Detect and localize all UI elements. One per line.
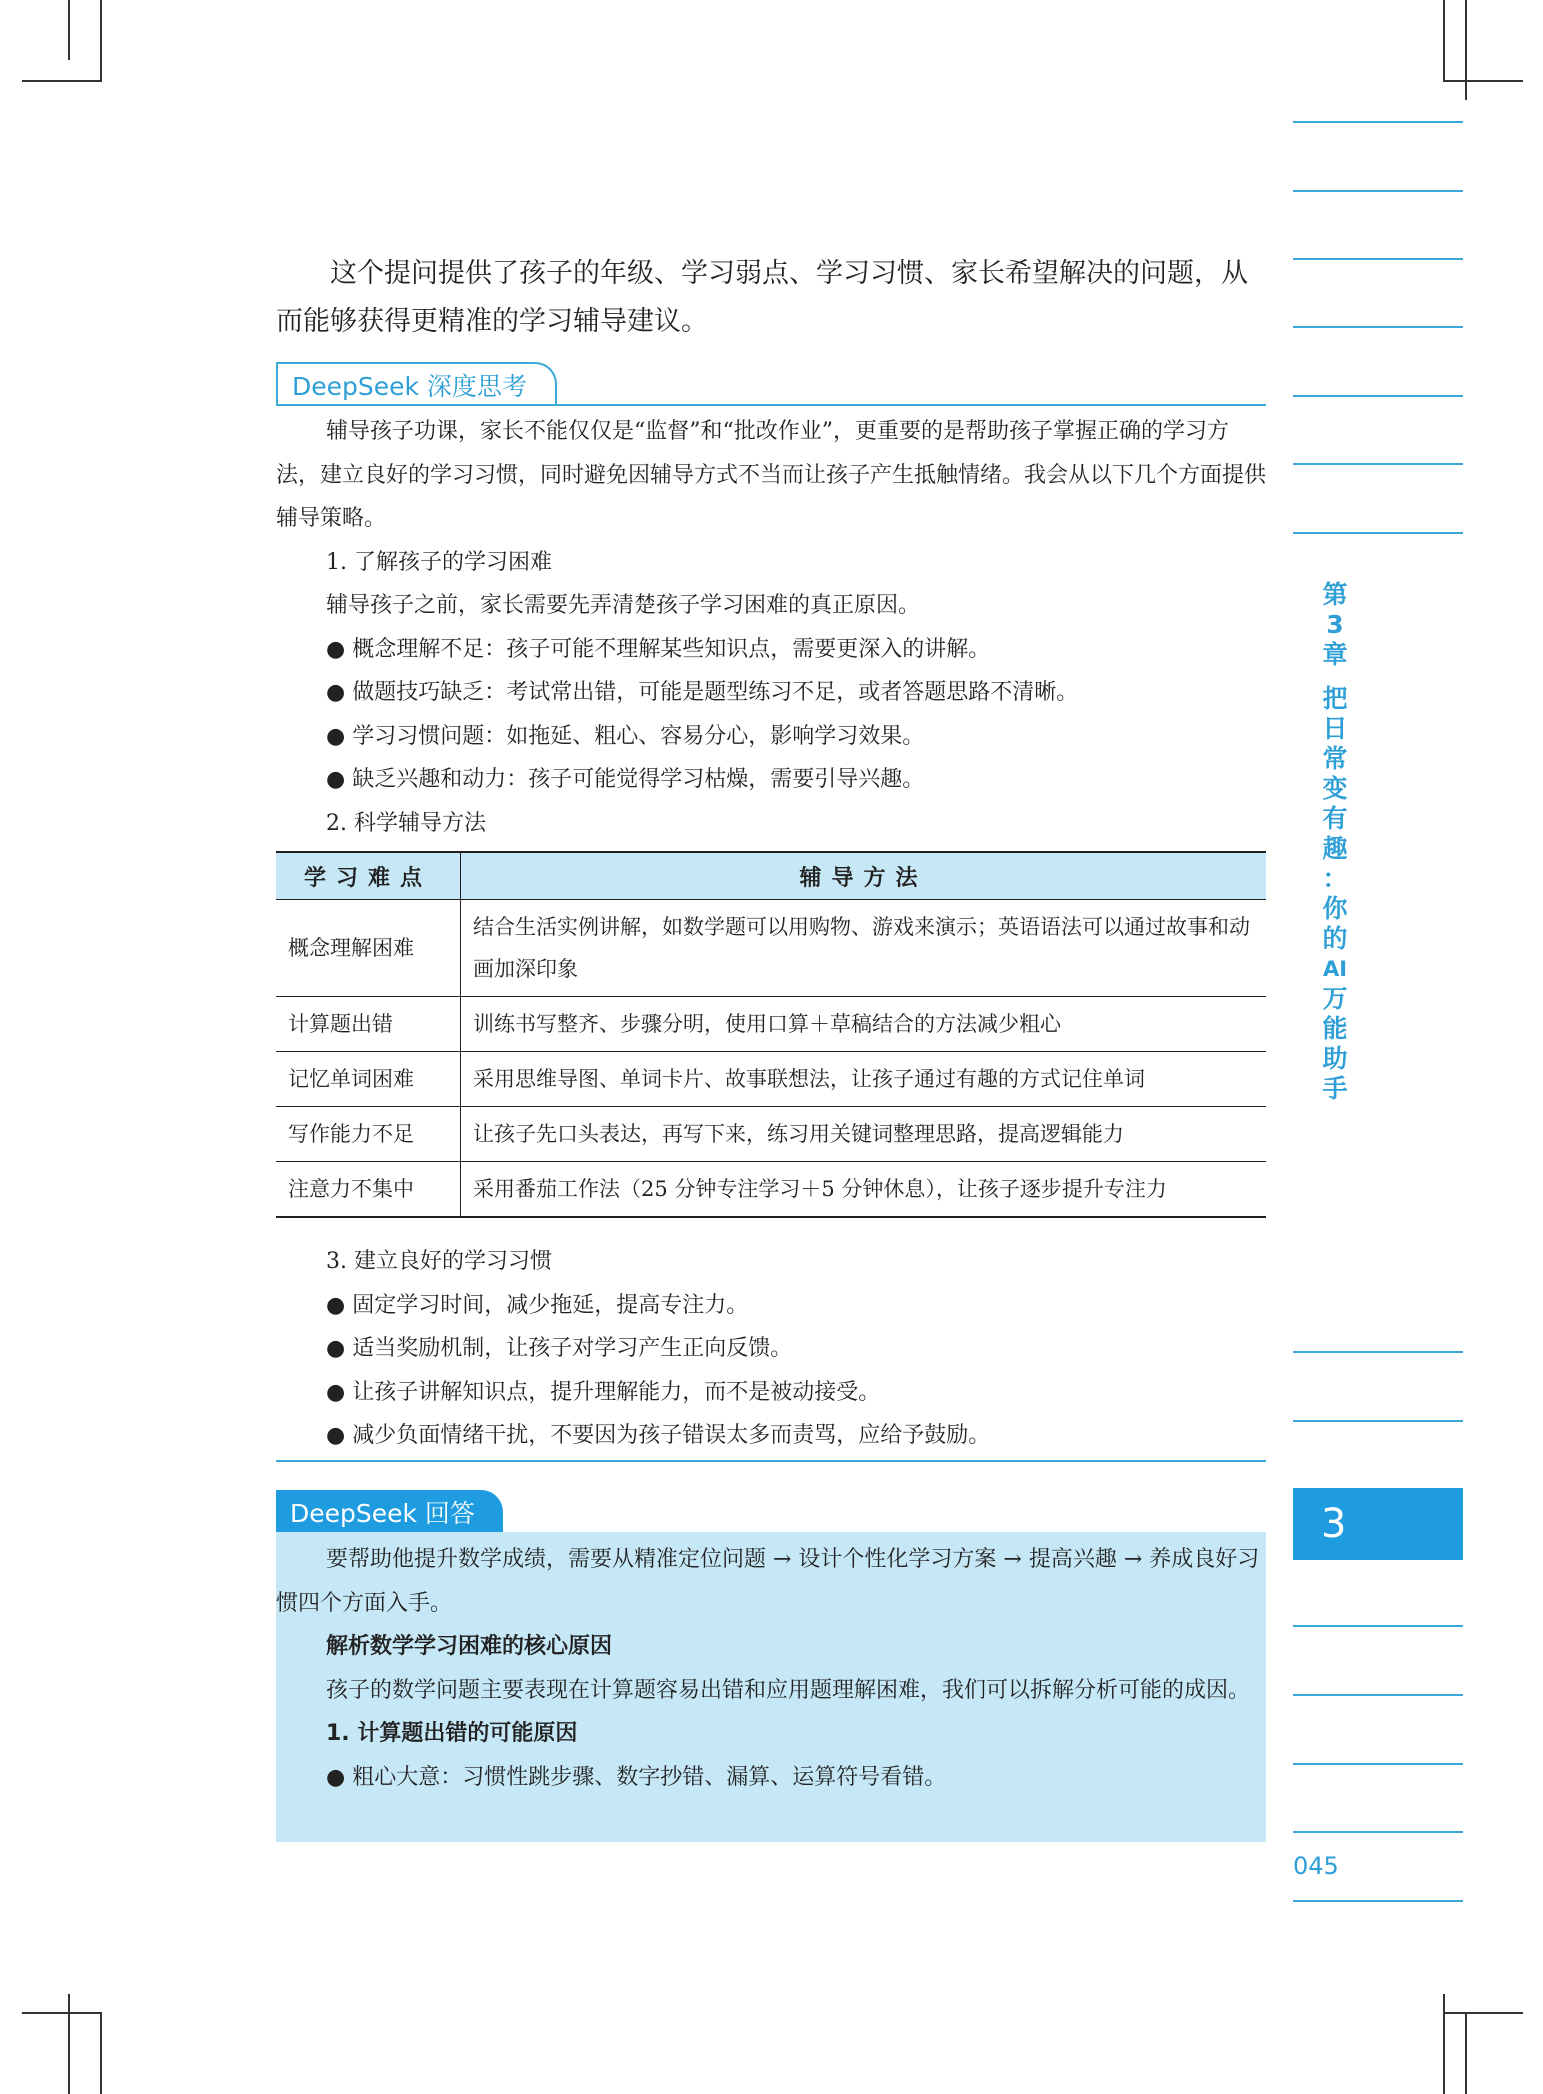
- answer-paragraph: 孩子的数学问题主要表现在计算题容易出错和应用题理解困难，我们可以拆解分析可能的成因。: [326, 1677, 1251, 1703]
- crop-mark: [1443, 0, 1445, 82]
- margin-rule: [1293, 1694, 1463, 1696]
- bullet-item: ● 缺乏兴趣和动力：孩子可能觉得学习枯燥，需要引导兴趣。: [326, 767, 925, 792]
- bullet-item: ● 做题技巧缺乏：考试常出错，可能是题型练习不足，或者答题思路不清晰。: [326, 680, 1079, 705]
- answer-content: [276, 1538, 1266, 1799]
- answer-heading: 1. 计算题出错的可能原因: [326, 1721, 578, 1746]
- margin-rule: [1293, 326, 1463, 328]
- table-header-row: [276, 852, 1266, 900]
- margin-rule: [1293, 1625, 1463, 1627]
- bullet-item: ● 让孩子讲解知识点，提升理解能力，而不是被动接受。: [326, 1379, 881, 1405]
- margin-rule: [1293, 1763, 1463, 1765]
- bullet-item: ● 粗心大意：习惯性跳步骤、数字抄错、漏算、运算符号看错。: [326, 1764, 947, 1790]
- bullet-item: ● 学习习惯问题：如拖延、粗心、容易分心，影响学习效果。: [326, 723, 925, 749]
- section-heading: 1. 了解孩子的学习困难: [326, 549, 552, 575]
- margin-rule: [1293, 532, 1463, 534]
- table-row: [276, 1162, 1266, 1218]
- table-row: [276, 1107, 1266, 1162]
- habits-section: [276, 1240, 1266, 1458]
- margin-rule: [1293, 463, 1463, 465]
- intro-paragraph: 这个提问提供了孩子的年级、学习弱点、学习习惯、家长希望解决的问题，从而能够获得更精准的学习辅导建议。: [276, 258, 1248, 337]
- answer-heading: 解析数学学习困难的核心原因: [326, 1634, 613, 1659]
- bullet-item: ● 减少负面情绪干扰，不要因为孩子错误太多而责骂，应给予鼓励。: [326, 1423, 991, 1448]
- crop-mark: [22, 2012, 102, 2014]
- margin-rule: [1293, 1420, 1463, 1422]
- chapter-number-tab: 3: [1293, 1488, 1463, 1560]
- margin-rule: [1293, 190, 1463, 192]
- table-cell: 写作能力不足: [276, 1107, 461, 1162]
- crop-mark: [22, 80, 102, 82]
- table-cell: 计算题出错: [276, 997, 461, 1052]
- table-header-difficulty: 学习难点: [276, 852, 461, 900]
- deepseek-answer-tag: DeepSeek 回答: [276, 1490, 503, 1534]
- crop-mark: [100, 0, 102, 82]
- table-header-method: 辅导方法: [461, 852, 1267, 900]
- crop-mark: [68, 1994, 70, 2094]
- crop-mark: [100, 2012, 102, 2094]
- table-cell: 训练书写整齐、步骤分明，使用口算＋草稿结合的方法减少粗心: [461, 997, 1267, 1052]
- thinking-top-rule: [276, 404, 1266, 406]
- crop-mark: [1443, 80, 1523, 82]
- table-row: [276, 1052, 1266, 1107]
- crop-mark: [1443, 2012, 1523, 2014]
- chapter-title-vertical: 第 3 章 把 日 常 变 有 趣 ： 你 的 AI 万 能 助 手: [1322, 580, 1348, 1103]
- margin-rule: [1293, 395, 1463, 397]
- table-cell: 结合生活实例讲解，如数学题可以用购物、游戏来演示；英语语法可以通过故事和动画加深印象: [461, 900, 1267, 997]
- margin-rule: [1293, 121, 1463, 123]
- deepseek-thinking-tag: DeepSeek 深度思考: [276, 362, 557, 406]
- table-cell: 让孩子先口头表达，再写下来，练习用关键词整理思路，提高逻辑能力: [461, 1107, 1267, 1162]
- crop-mark: [1443, 1994, 1445, 2094]
- table-row: [276, 997, 1266, 1052]
- section-lead: 辅导孩子之前，家长需要先弄清楚孩子学习困难的真正原因。: [326, 593, 921, 618]
- crop-mark: [68, 0, 70, 60]
- answer-paragraph: 要帮助他提升数学成绩，需要从精准定位问题 → 设计个性化学习方案 → 提高兴趣 → 养成良好习惯四个方面入手。: [276, 1547, 1260, 1616]
- tutoring-methods-table: [276, 851, 1266, 1218]
- bullet-item: ● 概念理解不足：孩子可能不理解某些知识点，需要更深入的讲解。: [326, 636, 991, 662]
- section-heading: 2. 科学辅导方法: [326, 810, 486, 836]
- margin-rule: [1293, 1351, 1463, 1353]
- table-row: [276, 900, 1266, 997]
- bullet-item: ● 固定学习时间，减少拖延，提高专注力。: [326, 1292, 749, 1318]
- margin-rule: [1293, 1900, 1463, 1902]
- table-cell: 采用思维导图、单词卡片、故事联想法，让孩子通过有趣的方式记住单词: [461, 1052, 1267, 1107]
- table-cell: 采用番茄工作法（25 分钟专注学习＋5 分钟休息），让孩子逐步提升专注力: [461, 1162, 1267, 1218]
- crop-mark: [1465, 0, 1467, 100]
- thinking-intro: 辅导孩子功课，家长不能仅仅是“监督”和“批改作业”，更重要的是帮助孩子掌握正确的学习方法，建立良好的学习习惯，同时避免因辅导方式不当而让孩子产生抵触情绪。我会从以下几个方面提供辅导策略。: [276, 419, 1267, 531]
- table-cell: 概念理解困难: [276, 900, 461, 997]
- section-heading: 3. 建立良好的学习习惯: [326, 1249, 552, 1274]
- margin-rule: [1293, 258, 1463, 260]
- thinking-content: [276, 410, 1266, 845]
- table-cell: 记忆单词困难: [276, 1052, 461, 1107]
- thinking-bottom-rule: [276, 1460, 1266, 1462]
- table-cell: 注意力不集中: [276, 1162, 461, 1218]
- page-number: 045: [1293, 1852, 1339, 1880]
- bullet-item: ● 适当奖励机制，让孩子对学习产生正向反馈。: [326, 1336, 793, 1361]
- crop-mark: [1465, 2012, 1467, 2094]
- margin-rule: [1293, 1831, 1463, 1833]
